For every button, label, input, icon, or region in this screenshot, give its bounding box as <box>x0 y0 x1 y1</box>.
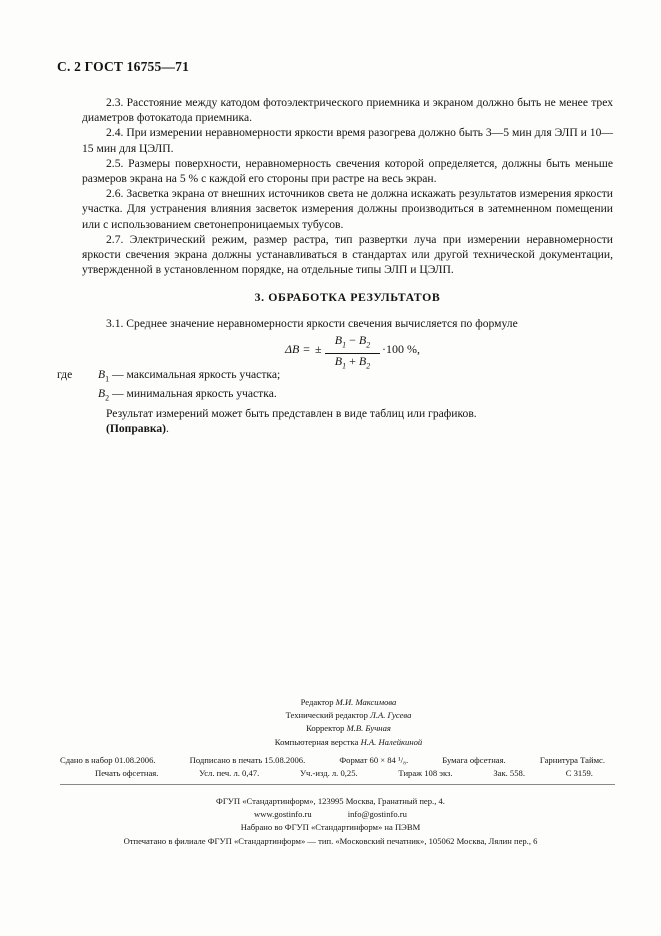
paragraph-2-3: 2.3. Расстояние между катодом фотоэлектрического приемника и экраном должно быть не менее трех диаметров фотокатода приемника. <box>82 96 613 125</box>
formula-numerator: $B_1 - B_2$ <box>325 333 380 354</box>
credit-editor: Редактор М.И. Максимова <box>300 697 397 707</box>
pubinfo-row-2: Печать офсетная. Усл. печ. л. 0,47. Уч.-изд. л. 0,25. Тираж 108 экз. Зак. 558. С 3159. <box>95 768 593 779</box>
formula-lhs: ΔB = <box>285 341 311 356</box>
paragraph-3-1: 3.1. Среднее значение неравномерности яркости свечения вычисляется по формуле <box>106 316 518 330</box>
paragraph-2-5: 2.5. Размеры поверхности, неравномерность свечения которой определяется, должны быть меньше размеров экрана на 5 % с каждой его стороны при растре на весь экран. <box>82 156 613 186</box>
credit-tech-editor: Технический редактор Л.А. Гусева <box>285 710 412 721</box>
footer-contacts <box>236 808 425 821</box>
divider-line <box>60 784 615 785</box>
publication-info <box>60 754 605 780</box>
where-label: где <box>57 367 73 381</box>
imprint-credits <box>0 696 661 749</box>
formula-plus-minus: ± <box>315 341 322 356</box>
pubinfo-row-1: Сдано в набор 01.08.2006. Подписано в печать 15.08.2006. Формат 60 × 84 ¹/₈. Бумага офсетная. Гарнитура Таймс. <box>60 755 605 765</box>
page-header: С. 2 ГОСТ 16755—71 <box>57 59 190 74</box>
where-b2: $B_2$ — минимальная яркость участка. <box>98 387 277 403</box>
publisher-footer <box>0 795 661 848</box>
credit-layout: Компьютерная верстка Н.А. Налейкиной <box>274 736 423 747</box>
where-b1: где $B_1$ — максимальная яркость участка; <box>57 367 281 384</box>
footer-typeset: Набрано во ФГУП «Стандартинформ» на ПЭВМ <box>240 822 421 833</box>
document-body <box>57 95 613 436</box>
paragraph-2-6: 2.6. Засветка экрана от внешних источников света не должна искажать результатов измерения яркости участка. Для устранения влияния засветок измерения должны производиться в затемненном помещении или с использованием светонепроницаемых тубусов. <box>82 187 613 231</box>
credit-corrector: Корректор М.В. Бучная <box>306 723 391 734</box>
formula <box>82 332 613 371</box>
formula-tail: ·100 %, <box>382 341 420 356</box>
amendment-note: (Поправка). <box>106 422 169 436</box>
paragraph-2-7: 2.7. Электрический режим, размер растра, тип развертки луча при измерении неравномерности яркости свечения экрана должны устанавливаться в стандартах или другой технической документации, утвержденной в установленном порядке, на отдельные типы ЭЛП и ЦЭЛП. <box>82 232 613 277</box>
result-note: Результат измерений может быть представлен в виде таблиц или графиков. <box>106 406 477 420</box>
footer-printed: Отпечатано в филиале ФГУП «Стандартинформ» — тип. «Московский печатник», 105062 Москва, Лялин пер., 6 <box>123 835 538 846</box>
footer-email: info@gostinfo.ru <box>347 809 407 820</box>
paragraph-2-4: 2.4. При измерении неравномерности яркости время разогрева должно быть 3—5 мин для ЭЛП и 10—15 мин для ЦЭЛП. <box>82 126 613 155</box>
formula-denominator: $B_1 + B_2$ <box>334 354 371 371</box>
footer-web: www.gostinfo.ru <box>254 809 312 820</box>
footer-address: ФГУП «Стандартинформ», 123995 Москва, Гранатный пер., 4. <box>216 796 445 806</box>
section-3-title: 3. ОБРАБОТКА РЕЗУЛЬТАТОВ <box>254 290 441 305</box>
